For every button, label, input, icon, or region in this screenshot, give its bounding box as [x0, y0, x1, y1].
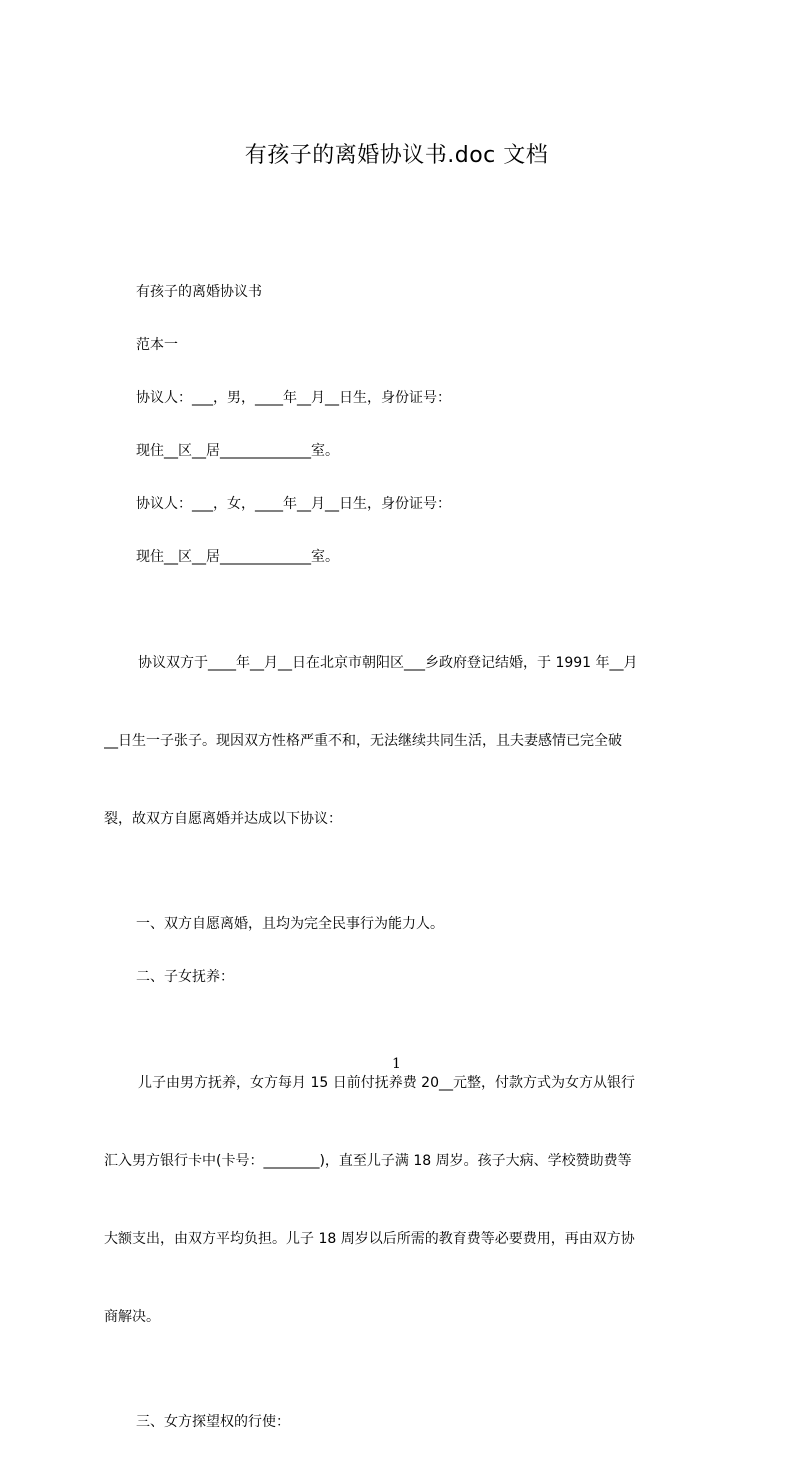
custody-line: 商解决。: [104, 1309, 160, 1325]
clause-2: 二、子女抚养：: [136, 969, 234, 985]
custody-paragraph: [104, 1018, 698, 1382]
agreement-paragraph: [104, 598, 698, 884]
party-male-line: 协议人：___，男，____年__月__日生，身份证号：: [136, 390, 451, 406]
custody-line: 汇入男方银行卡中(卡号：________)，直至儿子满 18 周岁。孩子大病、学校赞助费等: [104, 1153, 632, 1169]
custody-line: 大额支出，由双方平均负担。儿子 18 周岁以后所需的教育费等必要费用，再由双方协: [104, 1231, 635, 1247]
clause-1: 一、双方自愿离婚，且均为完全民事行为能力人。: [136, 916, 444, 932]
template-label: 范本一: [136, 337, 178, 353]
page-number: 1: [392, 1056, 401, 1072]
agreement-line: __日生一子张子。现因双方性格严重不和，无法继续共同生活，且夫妻感情已完全破: [104, 733, 622, 749]
party-male-address: 现住__区__居_____________室。: [136, 443, 339, 459]
agreement-line: 协议双方于____年__月__日在北京市朝阳区___乡政府登记结婚，于 1991 年__月: [138, 655, 638, 671]
party-female-address: 现住__区__居_____________室。: [136, 549, 339, 565]
party-female-line: 协议人：___，女，____年__月__日生，身份证号：: [136, 496, 451, 512]
agreement-line: 裂，故双方自愿离婚并达成以下协议：: [104, 811, 342, 827]
custody-line: 儿子由男方抚养，女方每月 15 日前付抚养费 20__元整，付款方式为女方从银行: [138, 1075, 635, 1091]
document-title: 有孩子的离婚协议书.doc 文档: [244, 143, 549, 168]
document-body: [104, 280, 698, 1463]
clause-3: 三、女方探望权的行使：: [136, 1414, 290, 1430]
heading-paragraph: 有孩子的离婚协议书: [136, 284, 262, 300]
